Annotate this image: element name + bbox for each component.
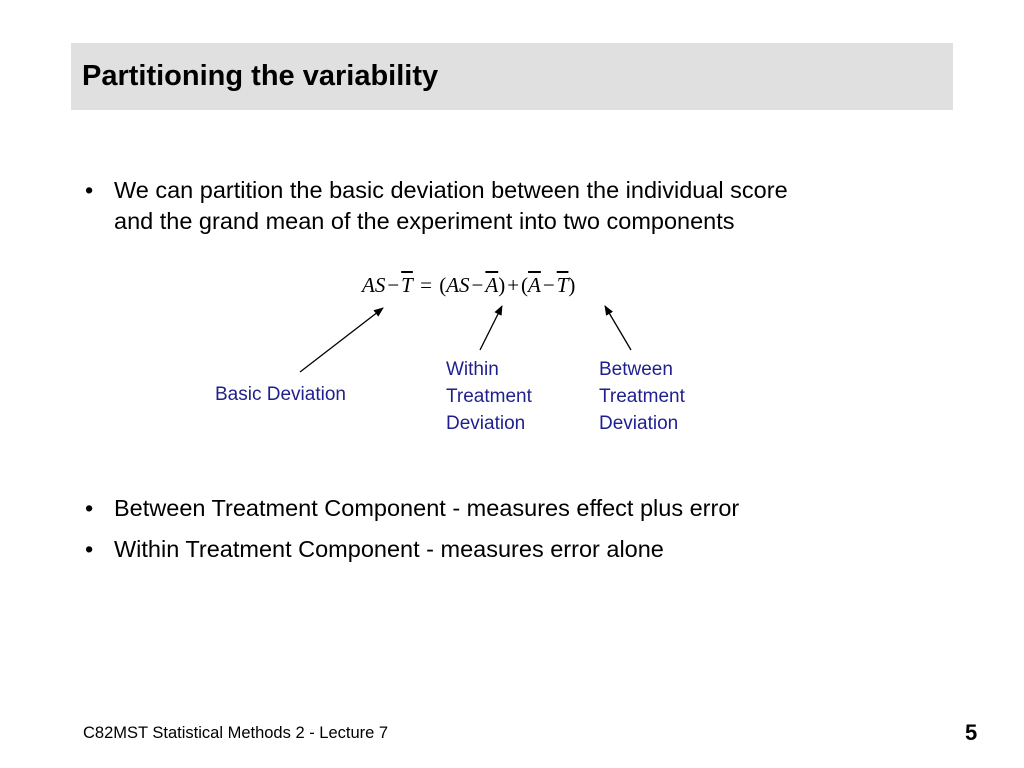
label-line: Basic Deviation <box>215 384 346 405</box>
formula-open-paren: ( <box>439 273 447 297</box>
formula-lhs-score: AS <box>362 273 386 297</box>
bullet-line: We can partition the basic deviation between the individual score <box>114 177 788 203</box>
formula-close-paren: ) <box>568 273 576 297</box>
formula-term2-mean: $\overline{A}$ <box>528 273 541 297</box>
page-number: 5 <box>965 720 978 745</box>
label-line: Deviation <box>446 413 526 434</box>
bullet-line: Between Treatment Component - measures effect plus error <box>114 495 740 521</box>
formula-equals: = <box>420 273 432 297</box>
bullet-marker: • <box>85 177 94 203</box>
bullet-line: and the grand mean of the experiment into two components <box>114 208 735 234</box>
bullet-within-component <box>85 534 664 565</box>
label-line: Between <box>599 359 673 380</box>
label-line: Treatment <box>599 386 685 407</box>
label-within-treatment-deviation <box>446 356 532 437</box>
bullet-between-component <box>85 493 739 524</box>
formula-term1-score: AS <box>446 273 470 297</box>
formula-open-paren: ( <box>521 273 529 297</box>
formula-term2-grand: $\overline{T}$ <box>556 273 569 297</box>
arrow-between-deviation <box>605 306 631 350</box>
formula-minus: − <box>471 273 484 297</box>
footer-course-title: C82MST Statistical Methods 2 - Lecture 7 <box>83 724 389 742</box>
bullet-line: Within Treatment Component - measures error alone <box>114 536 664 562</box>
bullet-marker: • <box>85 536 94 562</box>
label-between-treatment-deviation <box>599 356 685 437</box>
formula-term1-mean: $\overline{A}$ <box>485 273 499 297</box>
slide-title: Partitioning the variability <box>82 60 439 92</box>
arrow-basic-deviation <box>300 308 383 372</box>
formula-close-paren: ) <box>498 273 506 297</box>
label-basic-deviation <box>215 381 346 408</box>
label-line: Treatment <box>446 386 532 407</box>
formula-plus: + <box>507 273 520 297</box>
formula-grand-mean: $\overline{T}$ <box>401 273 413 297</box>
bullet-marker: • <box>85 495 94 521</box>
formula-minus: − <box>387 273 400 297</box>
formula-minus: − <box>542 273 555 297</box>
label-line: Deviation <box>599 413 679 434</box>
label-line: Within <box>446 359 499 380</box>
arrow-within-deviation <box>480 306 502 350</box>
